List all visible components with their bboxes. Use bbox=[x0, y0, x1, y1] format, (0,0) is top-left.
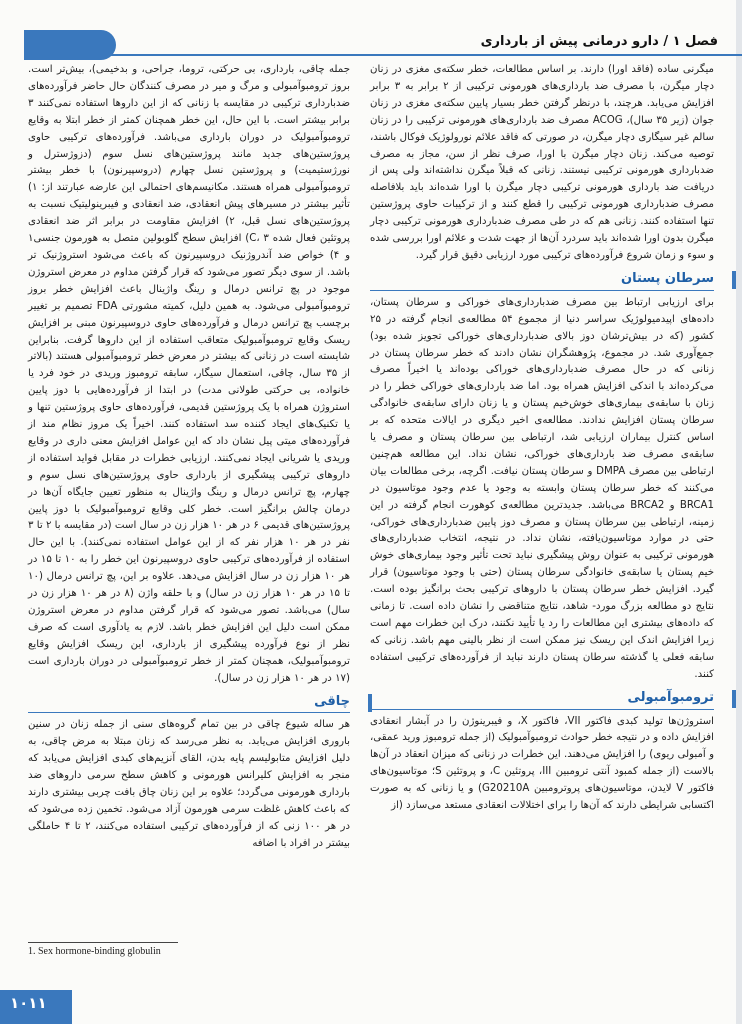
footnote-rule bbox=[28, 942, 178, 943]
header-rule bbox=[108, 54, 742, 56]
breast-cancer-heading bbox=[370, 271, 714, 291]
thromboembolism-continued-paragraph: جمله چاقی، بارداری، بی حرکتی، تروما، جراحی، و بدخیمی)، بیش‌تر است. بروز ترومبوآمبولی و مرگ و میر در مصرف کنندگان حال حاضر فرآورده‌های ضدبارداری ترکیبی در مقایسه با زنانی که از این داروها استفاده نمی‌کنند ۳ برابر بیشتر است. با این حال، این خطر همچنان کمتر از خطر ابتلا به وقایع ترومبوآمبولیک در دوران بارداری می‌باشد. فرآورده‌های ترکیبی حاوی پروژستین‌های جدید مانند پروژستین‌های نسل سوم (دزوژسترل و نورژستیمیت) و پروژستین نسل چهارم (دروسپیرنون) با خطر بیشتر ترومبوآمبولی همراه هستند. مکانیسم‌های احتمالی این عارضه عبارتند از: ۱) تأثیر بیشتر در مسیرهای پیش انعقادی، ضد انعقادی و فیبرینولیتیک نسبت به پروژستین‌های نسل قبل، ۲) افزایش مقاومت در برابر اثر ضد انعقادی پروتئین فعال شده C، ۳) افزایش سطح گلوبولین متصل به هورمون جنسی۱ و ۴) خواص ضد آندروژنیک دروسپیرنون که باعث می‌شود استروژنیک تر باشد. از سوی دیگر تصور می‌شود که قرار گرفتن مداوم در معرض استروژن موجود در پچ ترانس درمال و رینگ واژینال باعث افزایش خطر بروز ترومبوآمبولی می‌شود. به همین دلیل، کمیته مشورتی FDA تصمیم بر تغییر برچسب پچ ترانس درمال و فرآورده‌های حاوی دروسپیرنون مبنی بر افزایش ریسک وقایع ترومبوآمبولیک متعاقب استفاده از این داروها گرفت. بنابراین شایسته است در زنانی که بیشتر در معرض خطر ترومبوآمبولی هستند (بالاتر از ۳۵ سال، چاقی، استعمال سیگار، سابقه ترومبوز وریدی در خود فرد یا خانواده، بی حرکتی طولانی مدت) در ابتدا از فرآورده‌هایی با دوز پایین استروژن همراه با یک پروژستین قدیمی، فرآورده‌های حاوی پروژستین تنها و یا تکنیک‌های ایجاد کننده سد استفاده کنند. اخیراً یک مروز نظام مند از فرآورده‌های میتی پیل نشان داد که این عوامل افزایش معنی داری در وقایع وریدی یا شریانی ایجاد نمی‌کنند. ارزیابی خطرات در مقابل فواید استفاده از داروهای ترکیبی پیشگیری از بارداری حاوی پروژستین‌های نسل سوم و چهارم، پچ ترانس درمال و رینگ واژینال به منظور تعیین جایگاه آن‌ها در درمان چالش برانگیز است. خطر کلی وقایع ترومبوآمبولیک با دوز پایین پروژستین‌های قدیمی ۶ در هر ۱۰ هزار زن در سال است (در مقایسه با ۲ تا ۳ نفر در هر ۱۰ هزار نفر که از این عوامل استفاده نمی‌کنند). با این حال استفاده از فرآورده‌های ترکیبی حاوی دروسپیرنون این خطر را به ۱۰ تا ۱۵ در هر ۱۰ هزار زن در سال افزایش می‌دهد. علاوه بر این، پچ ترانس درمال (۱۰ تا ۱۵ در هر ۱۰ هزار زن در سال) و با حلقه واژن (۸ در هر ۱۰ هزار زن در سال) می‌باشد. تصور می‌شود که قرار گرفتن مداوم در معرض استروژن ممکن است دلیل این افزایش خطر باشد. لازم به یادآوری است که صرف نظر از نوع فرآورده پیشگیری از بارداری، این ریسک افزایش وقایع ترومبوآمبولیک، همچنان کمتر از خطر ترومبوآمبولی در دوران بارداری است (۱۷ در هر ۱۰ هزار زن در سال). bbox=[28, 64, 351, 684]
breast-cancer-heading-text: سرطان پستان bbox=[620, 270, 714, 286]
heading-accent-bar bbox=[368, 694, 372, 712]
right-column bbox=[370, 62, 714, 815]
chapter-title: فصل ۱ / دارو درمانی پیش از بارداری bbox=[480, 34, 718, 49]
chapter-header bbox=[24, 24, 742, 60]
obesity-paragraph: هر ساله شیوع چاقی در بین تمام گروه‌های سنی از جمله زنان در سنین باروری افزایش می‌یابد. به نظر می‌رسد که زنان مبتلا به مرض چاقی، به دلیل افزایش متابولیسم پایه بدن، القای آنزیم‌های کبدی افزایش می‌یابد که منجر به افزایش کلیرانس هورمونی و کاهش سطح سرمی داروهای ضد بارداری هورمونی می‌گردد؛ علاوه بر این زنان چاق بافت چربی بیشتری دارند که باعث کاهش غلظت سرمی هورمون آزاد می‌شود. تخمین زده می‌شود که در هر ۱۰۰ زنی که از فرآورده‌های ترکیبی استفاده می‌کنند، ۲ تا ۴ حاملگی بیشتر در افراد با اضافه bbox=[28, 719, 350, 849]
header-tab-marker bbox=[24, 30, 116, 60]
left-column bbox=[28, 62, 350, 853]
thromboembolism-heading-text: ترومبوآمبولی bbox=[627, 689, 714, 705]
obesity-heading bbox=[28, 694, 350, 714]
page-edge bbox=[736, 0, 742, 1024]
heading-accent-bar bbox=[732, 271, 736, 289]
breast-cancer-paragraph: برای ارزیابی ارتباط بین مصرف ضدبارداری‌های خوراکی و سرطان پستان، داده‌های اپیدمیولوژیک سراسر دنیا از مجموع ۵۴ مطالعه‌ی انجام گرفته در ۲۵ کشور (که در بیش‌ترشان دوز بالای ضدبارداری‌های خوراکی تجویز شده بود) جمع‌آوری شد. در مجموع، پژوهشگران نشان دادند که خطر سرطان پستان در زنانی که در حال مصرف ضدبارداری‌های خوراکی بوده‌اند یا اخیراً مصرف می‌کرده‌اند با اندکی افزایش همراه بود. اما ضد بارداری‌های خوراکی خطر را در زنان با سابقه‌ی بیماری‌های خوش‌خیم پستان و یا زنان دارای سابقه‌ی خانوادگی سرطان پستان افزایش ندادند. مطالعه‌ی اخیر دیگری در ایالات متحده که بر اساس کنترل بیماران ارزیابی شد، ارتباطی بین سرطان پستان و مصرف یا سابقه‌ی مصرف ضد بارداری‌های خوراکی، نشان نداد. این مطالعه هم‌چنین ارتباطی بین مصرف DMPA و سرطان پستان نیافت. اگرچه، برخی مطالعات بیان می‌کنند که خطر سرطان پستان وابسته به وجود یا عدم وجود موتاسیون در BRCA1 و BRCA2 می‌باشد. جدیدترین مطالعه‌ی کوهورت انجام گرفته در این زمینه، ارتباطی بین سرطان پستان و مصرف دوز پایین ضدبارداری‌های خوراکی، حتی در موارد موتاسیون‌یافته، نشان نداد. در نتیجه، انتخاب ضدبارداری‌های هورمونی ترکیبی به عنوان روش پیشگیری نباید تحت تأثیر وجود بیماری‌های خوش خیم پستان یا سابقه‌ی خانوادگی سرطان پستان (حتی با وجود موتاسیون) قرار گیرد. افزایش خطر سرطان پستان با داروهای ترکیبی بحث برانگیز بوده است. نتایج دو مطالعه بزرگ مورد- شاهد، نتایج متناقضی را نشان داده است. تا زمانی که داده‌های بیشتری این مطالعات را رد یا تأیید نکنند، درک این خطرات مهم است زیرا افزایش اندک این ریسک نیز ممکن است از نظر بالینی مهم باشد. زنانی که سابقه فعلی یا گذشته سرطان پستان دارند نباید از فرآورده‌های ترکیبی استفاده کنند. bbox=[370, 296, 714, 680]
thromboembolism-heading bbox=[370, 690, 714, 710]
page-number: ۱۰۱۱ bbox=[10, 994, 47, 1012]
heading-accent-bar bbox=[732, 690, 736, 708]
obesity-heading-text: چاقی bbox=[314, 693, 350, 709]
thromboembolism-paragraph: استروژن‌ها تولید کبدی فاکتور VII، فاکتور X، و فیبرینوژن را در آبشار انعقادی افزایش داده و در نتیجه خطر حوادث ترومبوآمبولیک (از جمله ترومبوز ورید عمقی، و آمبولی ریوی) را افزایش می‌دهند. این خطرات در زنانی که میزان انعقاد در آن‌ها بالاست (از جمله کمبود آنتی ترومبین III، پروتئین C، و پروتئین S؛ موتاسیون‌های فاکتور V لایدن، موتاسیون‌های پروترومبین G20210A) و یا زنانی که به صورت اکتسابی شرایطی دارند که آن‌ها را برای اختلالات انعقادی مستعد می‌سازد (از bbox=[370, 715, 715, 812]
migraine-paragraph: میگرنی ساده (فاقد اورا) دارند. بر اساس مطالعات، خطر سکته‌ی مغزی در زنان دچار میگرن، با مصرف ضد بارداری‌های هورمونی ترکیبی از ۲ برابر به ۳ برابر افزایش می‌یابد. هرچند، با درنظر گرفتن خطر بسیار پایین سکته‌ی مغزی در زنان جوان (زیر ۳۵ سال)، ACOG مصرف ضد بارداری‌های هورمونی ترکیبی را در زنان سالم غیر سیگاری دچار میگرن، در صورتی که فاقد علائم نورولوژیک فوکال باشند، توصیه می‌کند. زنان دچار میگرن با اورا، صرف نظر از سن، مجاز به مصرف ضدبارداری هورمونی ترکیبی نیستند. زنانی که قبلاً میگرن نداشته‌اند ولی پس از دریافت ضد بارداری هورمونی ترکیبی دچار میگرن با اورا شده‌اند باید بلافاصله مصرف ضدبارداری هورمونی ترکیبی را قطع کنند و از ترکیبات حاوی پروژستین تنها استفاده کنند. زنانی هم که در طی مصرف ضدبارداری هورمونی ترکیبی دچار میگرن بدون اورا شده‌اند باید سردرد آن‌ها از جهت شدت و علائم اورا بررسی شده و سوء و زمان شروع فرآورده‌های ترکیبی مورد ارزیابی دقیق قرار گیرد. bbox=[369, 64, 715, 261]
footnote: 1. Sex hormone-binding globulin bbox=[28, 946, 161, 957]
